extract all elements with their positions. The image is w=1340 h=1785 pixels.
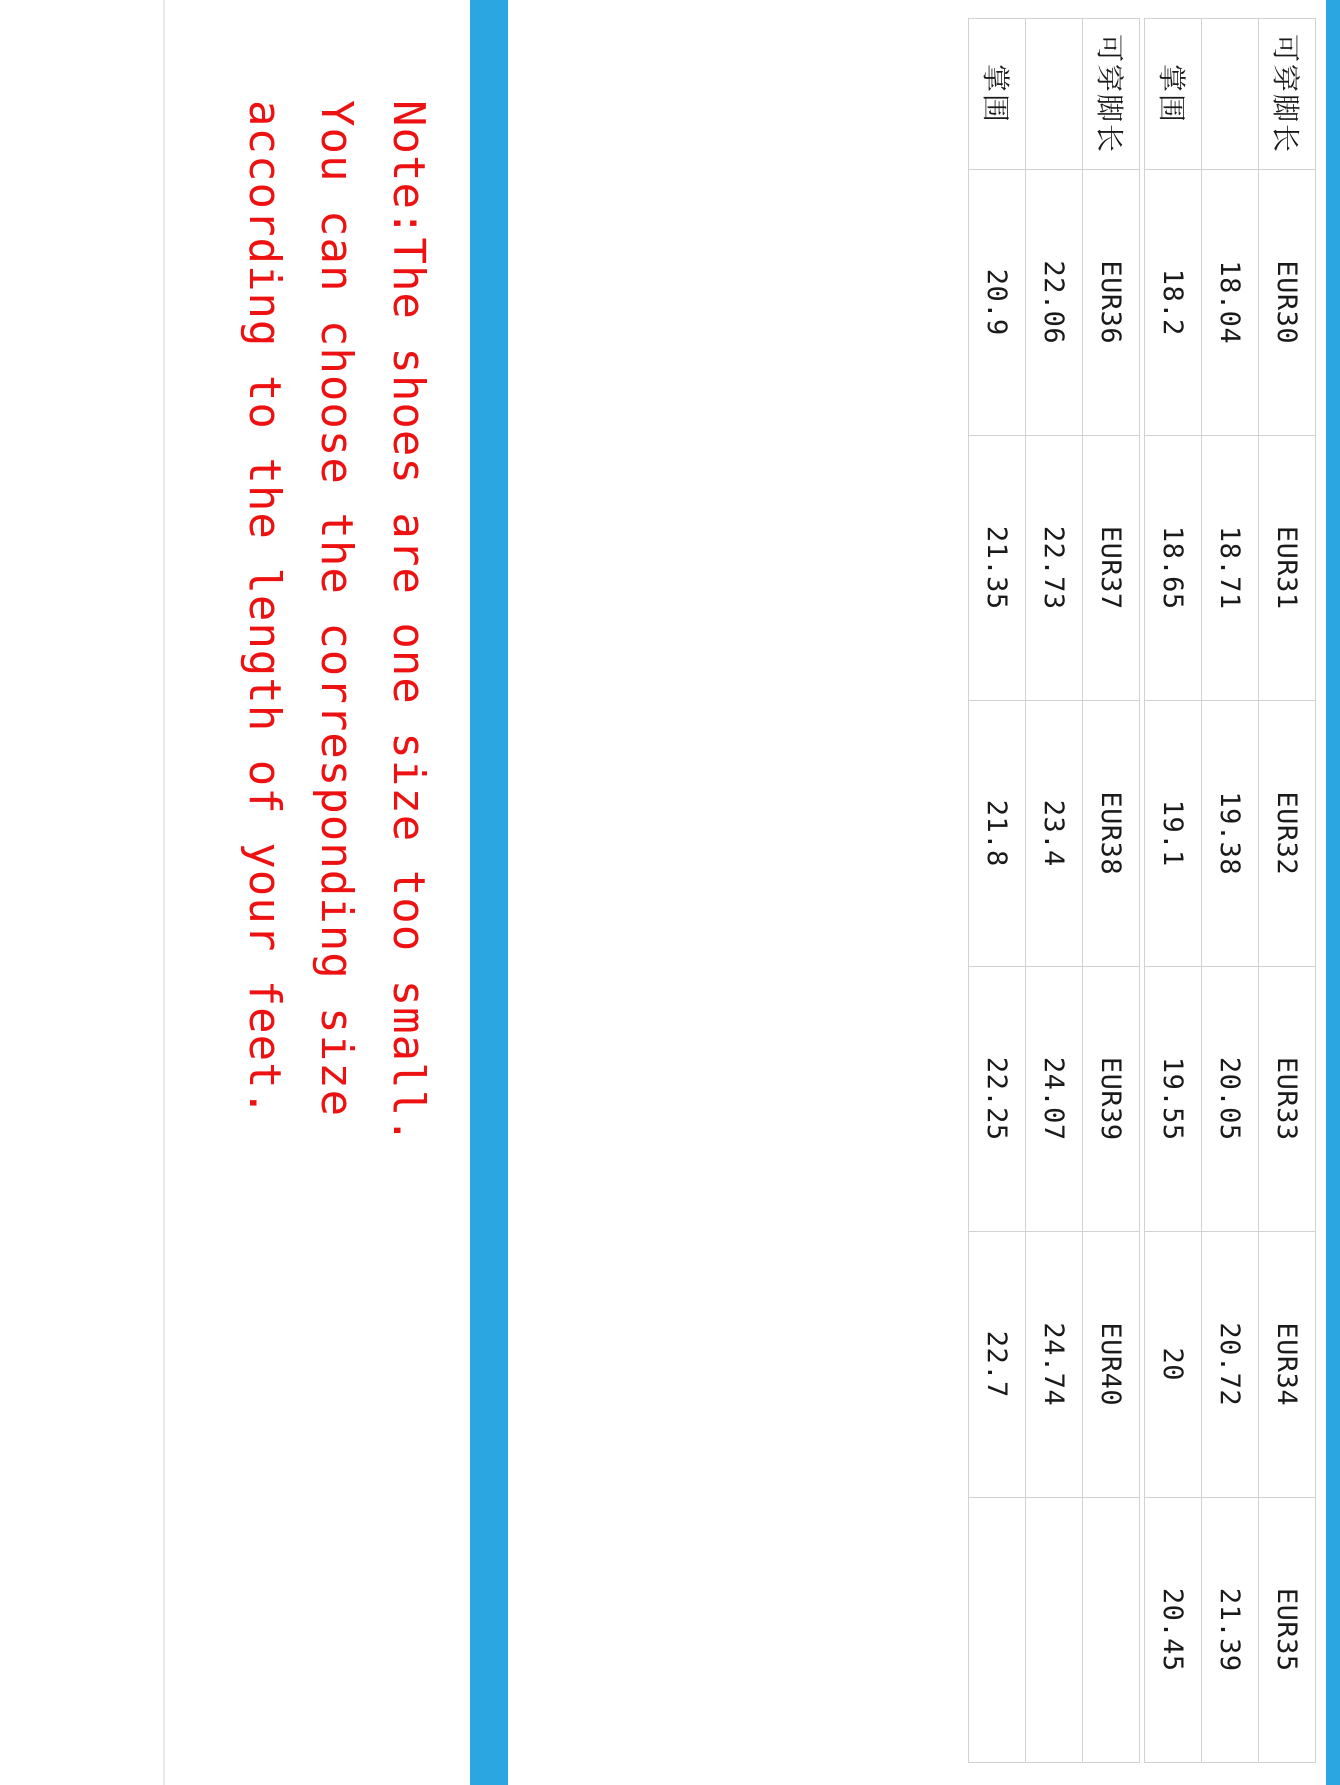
row-label-spacer-top [1202, 19, 1259, 170]
cell-size: EUR37 [1083, 435, 1140, 701]
table-row [1145, 19, 1202, 1763]
row-label-girth-bottom: 掌围 [969, 19, 1026, 170]
cell-size: EUR35 [1259, 1497, 1316, 1763]
row-label-foot-length-bottom: 可穿脚长 [1083, 19, 1140, 170]
cell-value: 20.9 [969, 170, 1026, 436]
cell-value: 21.8 [969, 701, 1026, 967]
cell-value: 20.72 [1202, 1232, 1259, 1498]
note-line-3: according to the length of your feet. [239, 100, 290, 1118]
cell-value: 18.65 [1145, 435, 1202, 701]
cell-value: 20 [1145, 1232, 1202, 1498]
cell-size: EUR32 [1259, 701, 1316, 967]
row-label-girth-top: 掌围 [1145, 19, 1202, 170]
table-row [969, 19, 1026, 1763]
table-row [1026, 19, 1083, 1763]
cell-size: EUR40 [1083, 1232, 1140, 1498]
cell-value: 20.45 [1145, 1497, 1202, 1763]
cell-size: EUR30 [1259, 170, 1316, 436]
cell-size: EUR39 [1083, 966, 1140, 1232]
cell-value: 21.39 [1202, 1497, 1259, 1763]
cell-value: 21.35 [969, 435, 1026, 701]
table-row [1083, 19, 1140, 1763]
cell-empty [1026, 1497, 1083, 1763]
row-label-foot-length-top: 可穿脚长 [1259, 19, 1316, 170]
cell-size: EUR34 [1259, 1232, 1316, 1498]
accent-band-upper [1326, 0, 1340, 1785]
table-row [1202, 19, 1259, 1763]
accent-band-lower [470, 0, 508, 1785]
cell-value: 18.2 [1145, 170, 1202, 436]
cell-value: 19.1 [1145, 701, 1202, 967]
size-table-bottom [968, 18, 1140, 1763]
cell-size: EUR33 [1259, 966, 1316, 1232]
cell-value: 22.06 [1026, 170, 1083, 436]
cell-value: 20.05 [1202, 966, 1259, 1232]
cell-empty [969, 1497, 1026, 1763]
note-line-2: You can choose the corresponding size [311, 100, 362, 1118]
cell-value: 18.04 [1202, 170, 1259, 436]
cell-value: 24.74 [1026, 1232, 1083, 1498]
cell-value: 19.38 [1202, 701, 1259, 967]
cell-size: EUR36 [1083, 170, 1140, 436]
cell-value: 19.55 [1145, 966, 1202, 1232]
cell-value: 24.07 [1026, 966, 1083, 1232]
note-line-1: Note:The shoes are one size too small. [383, 100, 434, 1145]
cell-size: EUR38 [1083, 701, 1140, 967]
cell-value: 22.73 [1026, 435, 1083, 701]
row-label-spacer-bottom [1026, 19, 1083, 170]
cell-empty [1083, 1497, 1140, 1763]
cell-size: EUR31 [1259, 435, 1316, 701]
cell-value: 23.4 [1026, 701, 1083, 967]
cell-value: 22.25 [969, 966, 1026, 1232]
margin-guide-bottom [163, 0, 165, 1785]
table-row [1259, 19, 1316, 1763]
size-table-top [1144, 18, 1316, 1763]
cell-value: 22.7 [969, 1232, 1026, 1498]
cell-value: 18.71 [1202, 435, 1259, 701]
